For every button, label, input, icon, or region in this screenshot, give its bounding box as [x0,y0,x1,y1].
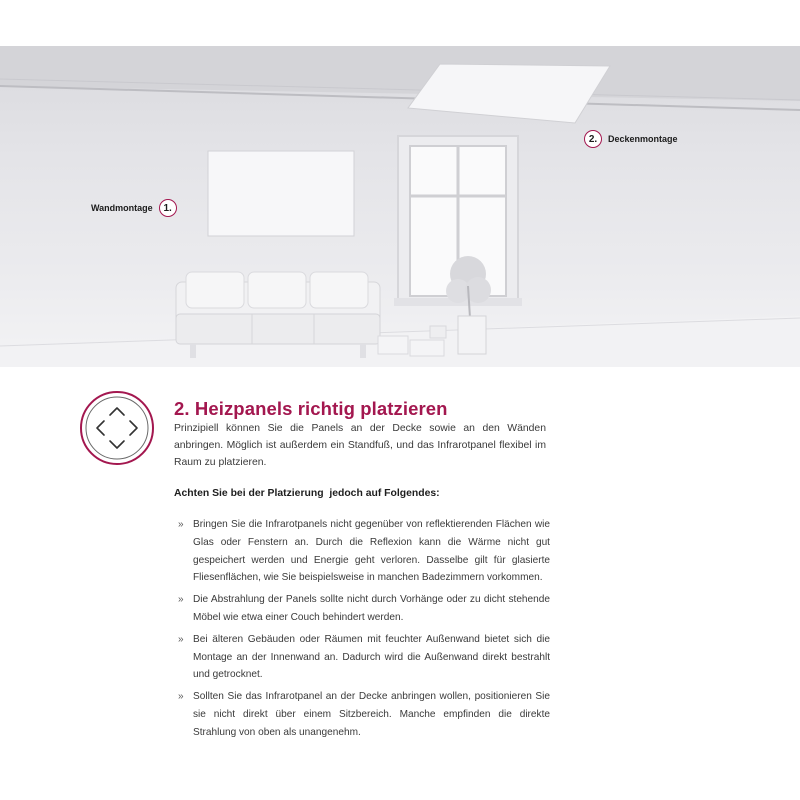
label-wall-text: Wandmontage [91,203,153,213]
list-item-text: Bei älteren Gebäuden oder Räumen mit feuchter Außenwand bietet sich die Montage an der Innenwand an. Dadurch wird die Außenwand direkt bestrahlt und getrocknet. [193,633,550,681]
wall-panel [208,151,354,236]
list-item [178,591,550,627]
bullet-marker: » [178,594,184,606]
list-item [178,631,550,684]
label-ceiling-text: Deckenmontage [608,134,678,144]
subheading: Achten Sie bei der Platzierung jedoch auf Folgendes: [174,488,440,499]
room-photo [0,46,800,367]
bullet-marker: » [178,691,184,703]
label-wall-number: 1. [159,199,177,217]
bullet-marker: » [178,519,184,530]
tips-list [178,516,550,746]
list-item [178,688,550,741]
bullet-marker: » [178,633,184,645]
ceiling-panel [408,64,610,123]
section-title: 2. Heizpanels richtig platzieren [174,398,448,419]
label-ceiling-number: 2. [584,130,602,148]
list-item-text: Bringen Sie die Infrarotpanels nicht gegenüber von reflektierenden Flächen wie Glas oder Fenstern an. Durch die Reflexion kann die Wärme nicht gut gespeichert werden und Energie geht verloren. Dasselbe gilt für glasierte Fliesenflächen, wie Sie beispielsweise in manchen Badezimmern vorkommen. [193,519,550,584]
label-ceiling-mounting [584,130,678,148]
intro-paragraph: Prinzipiell können Sie die Panels an der Decke sowie an den Wänden anbringen. Möglich ist außerdem ein Standfuß, und das Infrarotpanel flexibel im Raum zu platzieren. [174,423,546,469]
label-wall-mounting [91,199,177,217]
list-item-text: Die Abstrahlung der Panels sollte nicht durch Vorhänge oder zu dicht stehende Möbel wie etwa einer Couch behindert werden. [193,594,550,623]
move-arrows-icon [79,390,155,466]
list-item-text: Sollten Sie das Infrarotpanel an der Decke anbringen wollen, positionieren Sie sie nicht direkt über einem Sitzbereich. Manche empfinden die direkte Strahlung von oben als unangenehm. [193,691,550,738]
list-item [178,516,550,587]
